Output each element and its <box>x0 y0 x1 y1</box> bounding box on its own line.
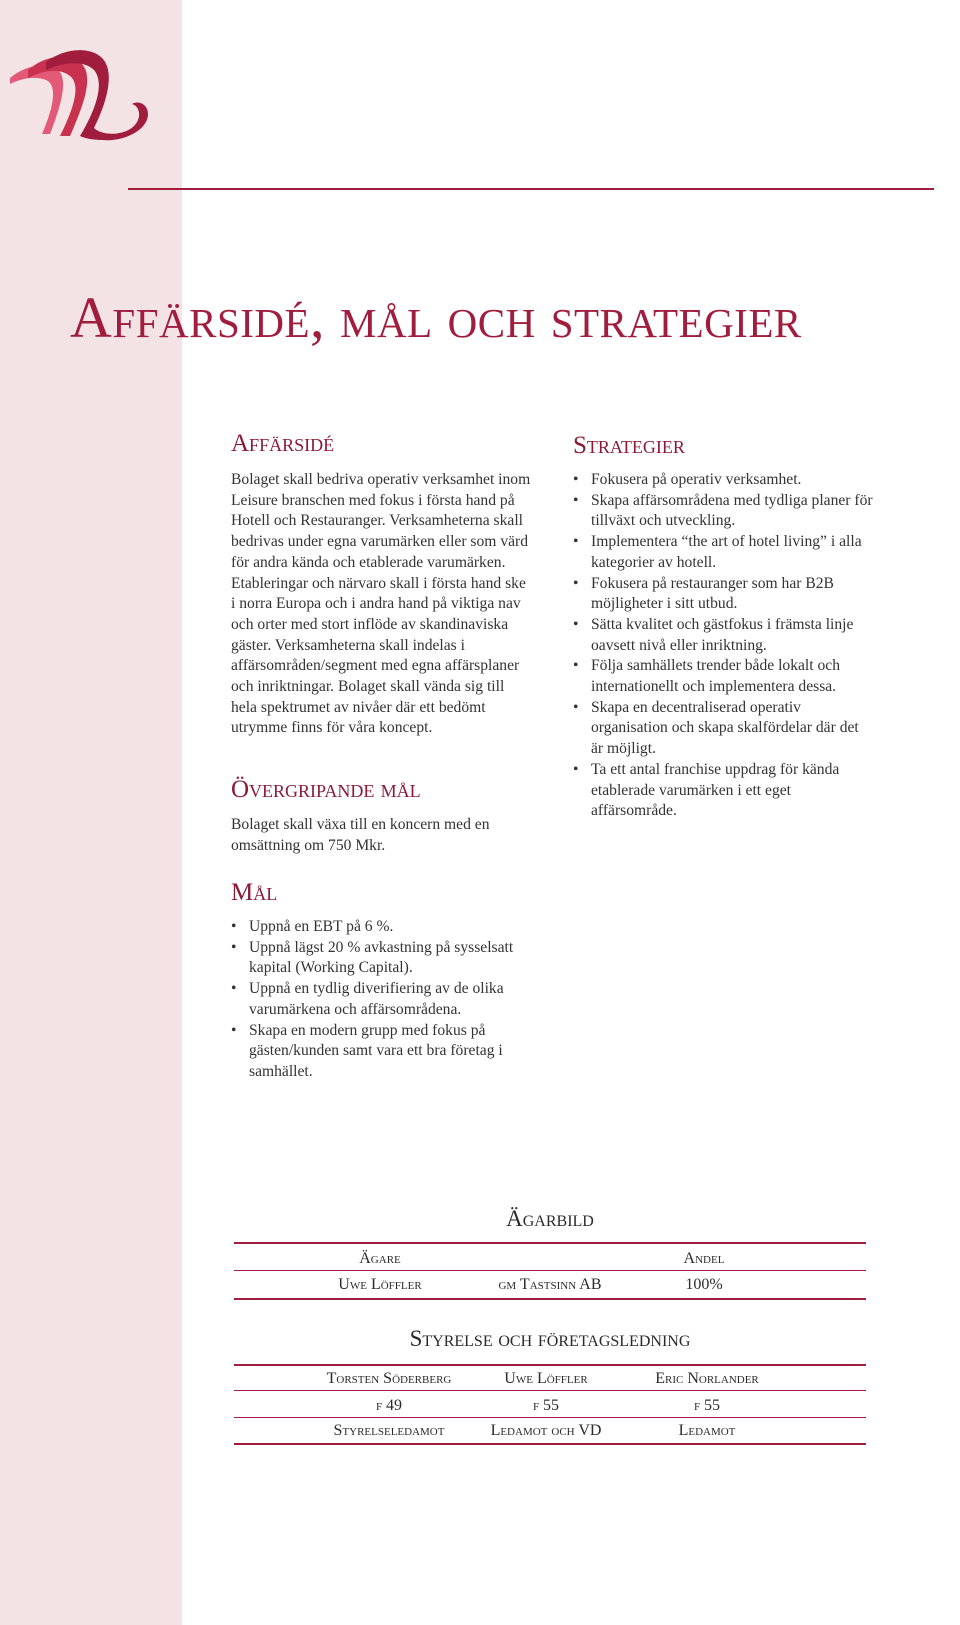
list-item: • Implementera “the art of hotel living” i alla kategorier av hotell. <box>573 532 873 573</box>
mal-list <box>231 917 531 1083</box>
table-rule <box>234 1443 866 1445</box>
side-band <box>0 0 182 1625</box>
member-name: Eric Norlander <box>655 1370 759 1387</box>
table-rule <box>234 1417 866 1418</box>
overgripande-mal-text: Bolaget skall växa till en koncern med en omsättning om 750 Mkr. <box>231 816 490 854</box>
member-name: Torsten Söderberg <box>326 1370 452 1387</box>
list-item: • Uppnå en tydlig diverifiering av de olika varumärkena och affärsområdena. <box>231 979 531 1020</box>
member-role: Styrelseledamot <box>333 1422 445 1439</box>
strategier-list <box>573 470 873 822</box>
list-item: • Ta ett antal franchise uppdrag för kända etablerade varumärken i ett eget affärsområde. <box>573 760 873 822</box>
ribbon-logo-icon <box>6 48 156 148</box>
list-item: • Följa samhällets trender både lokalt och internationellt och implementera dessa. <box>573 656 873 697</box>
list-item: • Fokusera på restauranger som har B2B möjligheter i sitt utbud. <box>573 574 873 615</box>
strategier-heading: Strategier <box>573 432 685 459</box>
member-born: f 55 <box>532 1397 560 1414</box>
table-rule <box>234 1242 866 1244</box>
list-item: • Uppnå en EBT på 6 %. <box>231 917 531 938</box>
list-item: • Skapa en modern grupp med fokus på gästen/kunden samt vara ett bra företag i samhället. <box>231 1021 531 1083</box>
table-rule <box>234 1390 866 1391</box>
table-rule <box>234 1270 866 1271</box>
top-rule <box>128 188 934 190</box>
member-born: f 55 <box>693 1397 721 1414</box>
list-item: • Fokusera på operativ verksamhet. <box>573 470 873 491</box>
page-title: Affärsidé, mål och strategier <box>70 285 802 350</box>
affarside-text: Bolaget skall bedriva operativ verksamhet inom Leisure branschen med fokus i första hand på Hotell och Restauranger. Verksamheterna skall bedrivas under egna varumärken eller som värd för andra kända och etablerade varumärken. Etableringar och närvaro skall i första hand ske i norra Europa och i andra hand på viktiga nav och orter med stort inflöde av skandinaviska gäster. Verksamheterna skall indelas i affärsområden/segment med egna affärsplaner och inriktningar. Bolaget skall vända sig till hela spektrumet av nivåer där ett bedömt utrymme finns för våra koncept. <box>231 471 531 737</box>
mal-heading: Mål <box>231 879 278 906</box>
styrelse-heading: Styrelse och företagsledning <box>409 1326 691 1351</box>
table-rule <box>234 1298 866 1300</box>
list-item: • Skapa affärsområdena med tydliga planer för tillväxt och utveckling. <box>573 491 873 532</box>
list-item: • Sätta kvalitet och gästfokus i främsta linje oavsett nivå eller inriktning. <box>573 615 873 656</box>
agarbild-col-owner: Ägare <box>359 1250 401 1267</box>
agarbild-col-share: Andel <box>683 1250 725 1267</box>
agarbild-share: 100% <box>685 1276 723 1293</box>
list-item: • Skapa en decentraliserad operativ organisation och skapa skalfördelar där det är möjligt. <box>573 698 873 760</box>
table-rule <box>234 1364 866 1366</box>
list-item: • Uppnå lägst 20 % avkastning på sysselsatt kapital (Working Capital). <box>231 938 531 979</box>
member-role: Ledamot och VD <box>490 1422 602 1439</box>
member-role: Ledamot <box>678 1422 736 1439</box>
member-name: Uwe Löffler <box>504 1370 588 1387</box>
agarbild-heading: Ägarbild <box>506 1206 594 1231</box>
member-born: f 49 <box>375 1397 403 1414</box>
affarside-heading: Affärsidé <box>231 430 335 457</box>
overgripande-mal-heading: Övergripande mål <box>231 776 421 803</box>
agarbild-via: gm Tastsinn AB <box>498 1276 602 1293</box>
agarbild-owner: Uwe Löffler <box>338 1276 422 1293</box>
